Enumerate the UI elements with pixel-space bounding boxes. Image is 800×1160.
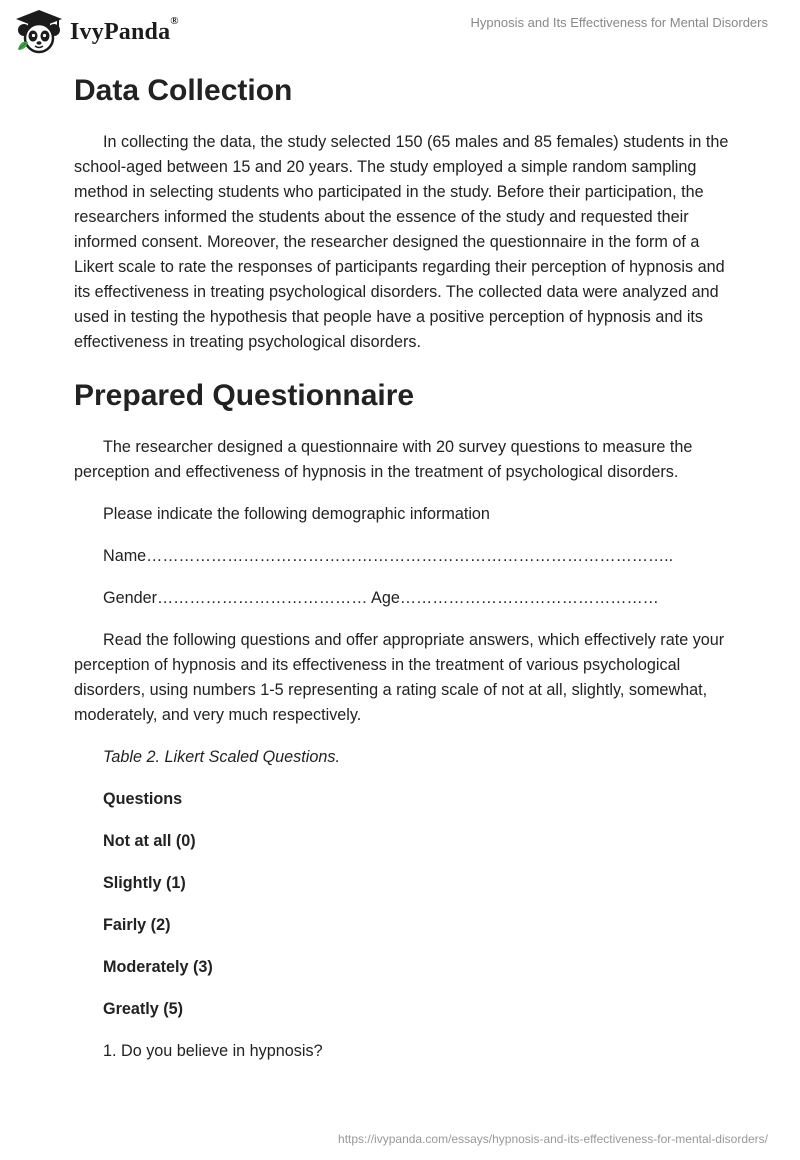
column-header-not-at-all: Not at all (0) — [103, 832, 196, 850]
brand-name: IvyPanda® — [70, 14, 179, 45]
registered-mark: ® — [170, 14, 179, 27]
column-header-slightly: Slightly (1) — [103, 874, 186, 892]
footer-url[interactable]: https://ivypanda.com/essays/hypnosis-and-its-effectiveness-for-mental-disorders/ — [338, 1132, 768, 1146]
heading-prepared-questionnaire: Prepared Questionnaire — [74, 379, 415, 412]
column-header-greatly: Greatly (5) — [103, 1000, 184, 1018]
paragraph-instructions: Read the following questions and offer appropriate answers, which effectively rate your perception of hypnosis and its effectiveness in the treatment of various psychological disorders, using numbers 1-5 representing a rating scale of not at all, slightly, somewhat, moderately, and very much respectively. — [74, 631, 725, 724]
paragraph-data-collection: In collecting the data, the study selected 150 (65 males and 85 females) students in the school-aged between 15 and 20 years. The study employed a simple random sampling method in selecting students who participated in the study. Before their participation, the researchers informed the students about the essence of the study and requested their informed consent. Moreover, the researcher designed the questionnaire in the form of a Likert scale to rate the responses of participants regarding their perception of hypnosis and its effectiveness in treating psychological disorders. The collected data were analyzed and used in testing the hypothesis that people have a positive perception of hypnosis and its effectiveness in treating psychological disorders. — [74, 133, 729, 351]
question-item: 1. Do you believe in hypnosis? — [103, 1042, 323, 1060]
name-field-line: Name…………………………………………………………………………………….. — [103, 547, 674, 565]
gender-age-field-line: Gender………………………………… Age………………………………………… — [103, 589, 659, 607]
panda-icon — [14, 8, 64, 56]
heading-data-collection: Data Collection — [74, 74, 293, 107]
running-title: Hypnosis and Its Effectiveness for Mental Disorders — [470, 15, 768, 30]
demographic-prompt: Please indicate the following demographic information — [103, 505, 490, 523]
article-content — [74, 72, 734, 1064]
ivypanda-logo[interactable] — [14, 8, 179, 56]
page-header — [0, 0, 800, 70]
column-header-questions: Questions — [103, 790, 183, 808]
column-header-moderately: Moderately (3) — [103, 958, 213, 976]
table-caption: Table 2. Likert Scaled Questions. — [103, 748, 340, 766]
column-header-fairly: Fairly (2) — [103, 916, 171, 934]
paragraph-questionnaire-intro: The researcher designed a questionnaire with 20 survey questions to measure the perception and effectiveness of hypnosis in the treatment of psychological disorders. — [74, 438, 693, 481]
